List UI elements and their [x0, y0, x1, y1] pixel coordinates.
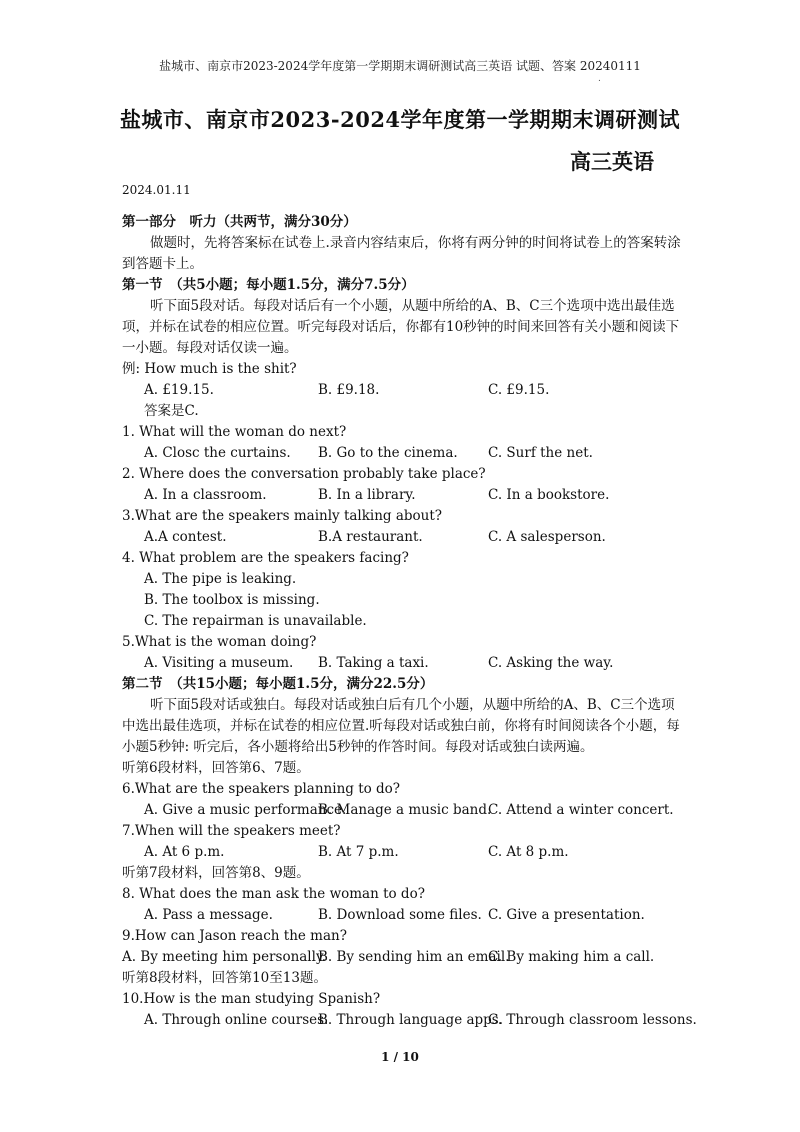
- option-a: A. Through online courses.: [144, 1012, 329, 1028]
- option-a: A. Closc the curtains.: [144, 445, 291, 461]
- passage-7-intro: 听第7段材料，回答第8、9题。: [122, 865, 310, 881]
- page-title: 盐城市、南京市2023-2024学年度第一学期期末调研测试: [119, 107, 681, 132]
- section2-instruction: 听下面5段对话或独白。每段对话或独白后有几个小题，从题中所给的A、B、C三个选项中选出最佳选项，并标在试卷的相应位置.听每段对话或独白前，你将有时间阅读各个小题，每小题5秒钟: 听完后，各小题将给出5秒钟的作答时间。每段对话或独白读两遍。: [122, 697, 680, 755]
- passage-6-intro: 听第6段材料，回答第6、7题。: [122, 760, 310, 776]
- question-9: 9.How can Jason reach the man?: [122, 928, 347, 944]
- option-a: A. The pipe is leaking.: [144, 571, 297, 587]
- part1-instruction: 做题时，先将答案标在试卷上.录音内容结束后，你将有两分钟的时间将试卷上的答案转涂到答题卡上。: [122, 235, 681, 272]
- question-7-options: [122, 842, 682, 863]
- example-answer: 答案是C.: [144, 403, 199, 419]
- page-subtitle: 高三英语: [570, 149, 654, 174]
- option-b: B. At 7 p.m.: [318, 844, 399, 860]
- question-8-options: [122, 905, 682, 926]
- option-b: B. £9.18.: [318, 382, 380, 398]
- exam-date: 2024.01.11: [122, 183, 191, 197]
- question-6: 6.What are the speakers planning to do?: [122, 781, 401, 797]
- section2-heading: 第二节 （共15小题；每小题1.5分，满分22.5分）: [122, 676, 434, 692]
- question-3: 3.What are the speakers mainly talking about?: [122, 508, 443, 524]
- passage-8-intro: 听第8段材料，回答第10至13题。: [122, 970, 327, 986]
- question-5-options: [122, 653, 682, 674]
- option-b: B. Manage a music band.: [318, 802, 492, 818]
- question-9-options: [122, 947, 682, 968]
- page-number: 1 / 10: [381, 1050, 419, 1064]
- option-a: A. By meeting him personally.: [122, 949, 327, 965]
- option-a: A. Give a music performance.: [144, 802, 347, 818]
- question-3-options: [122, 527, 682, 548]
- option-c: C. Attend a winter concert.: [488, 802, 674, 818]
- option-c: C. At 8 p.m.: [488, 844, 569, 860]
- option-a: A.A contest.: [144, 529, 227, 545]
- example-question: 例: How much is the shit?: [122, 361, 297, 377]
- option-c: C. A salesperson.: [488, 529, 606, 545]
- option-c: C. Through classroom lessons.: [488, 1012, 697, 1028]
- section1-heading: 第一节 （共5小题；每小题1.5分，满分7.5分）: [122, 277, 415, 293]
- exam-content: [122, 212, 697, 1031]
- option-b: B.A restaurant.: [318, 529, 423, 545]
- question-10: 10.How is the man studying Spanish?: [122, 991, 381, 1007]
- option-b: B. In a library.: [318, 487, 416, 503]
- question-2: 2. Where does the conversation probably take place?: [122, 466, 486, 482]
- question-6-options: [122, 800, 682, 821]
- question-7: 7.When will the speakers meet?: [122, 823, 341, 839]
- option-c: C. In a bookstore.: [488, 487, 610, 503]
- option-b: B. By sending him an email.: [318, 949, 510, 965]
- option-c: C. By making him a call.: [488, 949, 655, 965]
- option-c: C. The repairman is unavailable.: [144, 613, 367, 629]
- option-b: B. Go to the cinema.: [318, 445, 458, 461]
- question-1: 1. What will the woman do next?: [122, 424, 347, 440]
- option-b: B. Taking a taxi.: [318, 655, 429, 671]
- part1-heading: 第一部分 听力（共两节，满分30分）: [122, 214, 357, 230]
- section1-instruction: 听下面5段对话。每段对话后有一个小题，从题中所给的A、B、C三个选项中选出最佳选项，并标在试卷的相应位置。听完每段对话后，你都有10秒钟的时间来回答有关小题和阅读下一小题。每段对话仅读一遍。: [122, 298, 680, 356]
- option-a: A. Pass a message.: [144, 907, 273, 923]
- question-5: 5.What is the woman doing?: [122, 634, 317, 650]
- option-c: C. Give a presentation.: [488, 907, 645, 923]
- option-c: C. Asking the way.: [488, 655, 614, 671]
- option-b: B. Download some files.: [318, 907, 482, 923]
- question-4: 4. What problem are the speakers facing?: [122, 550, 409, 566]
- option-c: C. Surf the net.: [488, 445, 593, 461]
- header-dot: .: [598, 74, 601, 84]
- option-a: A. In a classroom.: [144, 487, 267, 503]
- option-b: B. The toolbox is missing.: [144, 592, 320, 608]
- question-1-options: [122, 443, 682, 464]
- option-b: B. Through language apps.: [318, 1012, 504, 1028]
- option-c: C. £9.15.: [488, 382, 550, 398]
- question-2-options: [122, 485, 682, 506]
- question-8: 8. What does the man ask the woman to do?: [122, 886, 425, 902]
- option-a: A. £19.15.: [144, 382, 214, 398]
- option-a: A. At 6 p.m.: [144, 844, 225, 860]
- option-a: A. Visiting a museum.: [144, 655, 294, 671]
- example-options: [122, 380, 682, 401]
- question-10-options: [122, 1010, 697, 1031]
- running-header: 盐城市、南京市2023-2024学年度第一学期期末调研测试高三英语 试题、答案 20240111: [159, 59, 641, 73]
